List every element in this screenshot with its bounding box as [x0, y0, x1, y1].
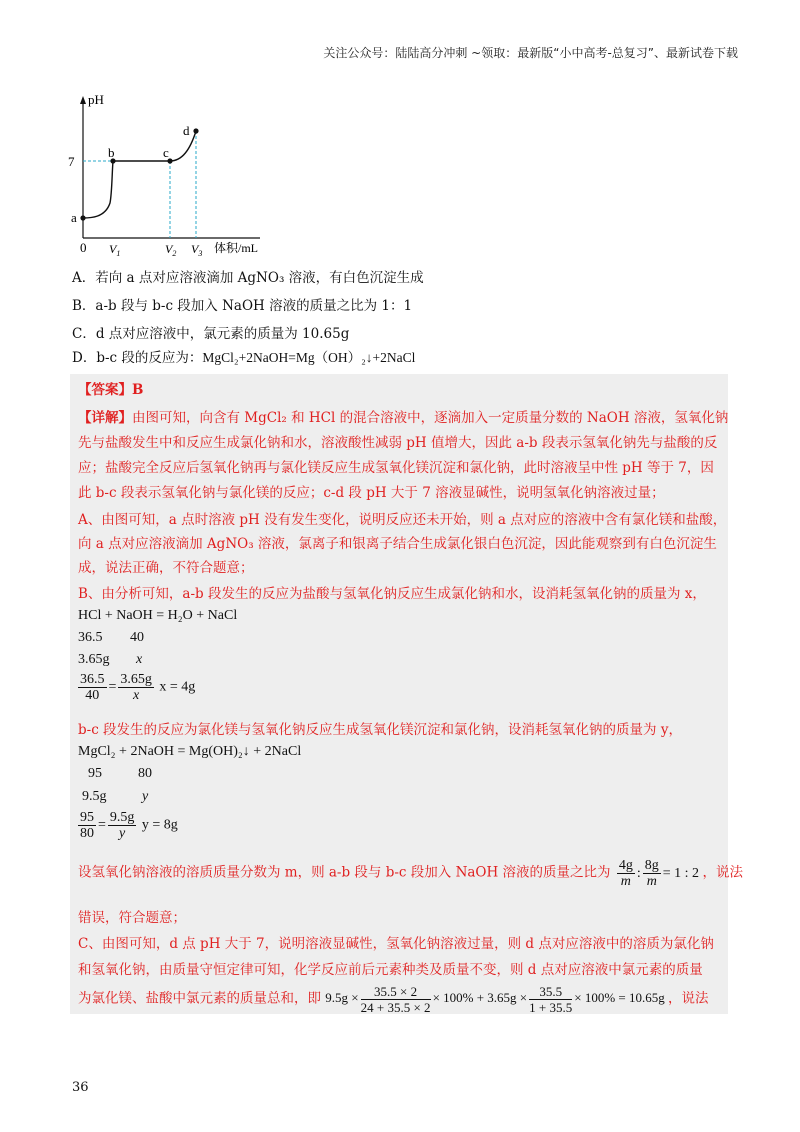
- eq2-equation: MgCl₂ + 2NaOH = Mg(OH)₂↓ + 2NaCl: [78, 744, 302, 759]
- analysis-c-line-2: 和氢氧化钠，由质量守恒定律可知，化学反应前后元素种类及质量不变，则 d 点对应溶液中氯元素的质量: [78, 962, 703, 978]
- option-b: B．a-b 段与 b-c 段加入 NaOH 溶液的质量之比为 1：1: [72, 298, 413, 314]
- eq1-given-mass: 3.65g: [78, 652, 110, 667]
- eq1-frac-right: $\frac{3.65g}{x}$: [120, 672, 152, 703]
- eq2-frac-left: $\frac{95}{80}$: [80, 810, 94, 841]
- analysis-c-line-1: C、由图可知，d 点 pH 大于 7，说明溶液显碱性，氢氧化钠溶液过量，则 d 点对应溶液中的溶质为氯化钠: [78, 936, 714, 952]
- x-axis-label: 体积/mL: [214, 241, 258, 255]
- option-d: [72, 346, 415, 366]
- point-a-label: a: [71, 210, 77, 225]
- analysis-c-line-3: [78, 984, 708, 1015]
- answer-line: [78, 378, 143, 398]
- eq2-proportion: $\frac{95}{80}$ = $\frac{9.5g}{y}$ y = 8g: [80, 810, 178, 841]
- option-d-equation: MgCl₂+2NaOH=Mg（OH）₂↓+2NaCl: [202, 350, 416, 365]
- point-d-label: d: [183, 123, 190, 138]
- eq2-frac-right: $\frac{9.5g}{y}$: [109, 810, 135, 841]
- detail-line-3: 应；盐酸完全反应后氢氧化钠再与氯化镁反应生成氢氧化镁沉淀和氯化钠，此时溶液呈中性 pH 等于 7，因: [78, 460, 714, 476]
- c-calc-text: 为氯化镁、盐酸中氯元素的质量总和，即: [78, 990, 321, 1007]
- option-a: A．若向 a 点对应溶液滴加 AgNO₃ 溶液，有白色沉淀生成: [72, 270, 424, 286]
- x-tick-v1: $V_1$: [109, 242, 121, 258]
- c-calc-tail: ，说法: [667, 990, 709, 1007]
- analysis-a-line-1: A、由图可知，a 点时溶液 pH 没有发生变化，说明反应还未开始，则 a 点对应的溶液中含有氯化镁和盐酸，: [78, 512, 727, 528]
- detail-line-4: 此 b-c 段表示氢氧化钠与氯化镁的反应；c-d 段 pH 大于 7 溶液显碱性，说明氢氧化钠溶液过量；: [78, 485, 665, 501]
- point-b-label: b: [108, 145, 115, 160]
- analysis-b-line-1: B、由分析可知，a-b 段发生的反应为盐酸与氢氧化钠反应生成氯化钠和水，设消耗氢氧化钠的质量为 x，: [78, 586, 706, 602]
- answer-label: 【答案】: [78, 382, 132, 398]
- eq1-mass-36-5: 36.5: [78, 630, 103, 645]
- eq1-proportion: $\frac{36.5}{40}$ = $\frac{3.65g}{x}$ x = 4g: [80, 672, 196, 703]
- detail-line-2: 先与盐酸发生中和反应生成氯化钠和水，溶液酸性减弱 pH 值增大，因此 a-b 段表示氢氧化钠先与盐酸的反: [78, 435, 718, 451]
- eq1-equation: HCl + NaOH = H₂O + NaCl: [78, 608, 238, 623]
- ratio-tail: ，说法: [702, 864, 744, 881]
- page-number: 36: [72, 1080, 89, 1095]
- y-tick-7: 7: [68, 154, 75, 169]
- analysis-a-line-2: 向 a 点对应溶液滴加 AgNO₃ 溶液，氯离子和银离子结合生成氯化银白色沉淀，因此能观察到有白色沉淀生: [78, 536, 717, 552]
- analysis-b-line-2: b-c 段发生的反应为氯化镁与氢氧化钠反应生成氢氧化镁沉淀和氯化钠，设消耗氢氧化钠的质量为 y，: [78, 722, 682, 738]
- detail-line-1: [78, 406, 728, 426]
- ratio-expression: $\frac{4g}{m}$ : $\frac{8g}{m}$ = 1 : 2: [618, 858, 700, 889]
- x-tick-v3: $V_3$: [191, 242, 203, 258]
- origin-label: 0: [80, 240, 87, 255]
- ph-curve: [83, 131, 196, 218]
- option-d-prefix: D．b-c 段的反应为：: [72, 350, 203, 366]
- detail-text-1: 由图可知，向含有 MgCl₂ 和 HCl 的混合溶液中，逐滴加入一定质量分数的 NaOH 溶液，氢氧化钠: [132, 410, 729, 426]
- point-a-marker: [80, 215, 85, 220]
- eq2-given-mass: 9.5g: [82, 789, 107, 804]
- eq2-mass-95: 95: [88, 766, 102, 781]
- point-d-marker: [193, 128, 198, 133]
- detail-label: 【详解】: [78, 410, 132, 426]
- eq1-frac-left: $\frac{36.5}{40}$: [80, 672, 105, 703]
- ratio-text: 设氢氧化钠溶液的溶质质量分数为 m，则 a-b 段与 b-c 段加入 NaOH 溶液的质量之比为: [78, 864, 611, 881]
- y-axis-label: pH: [88, 92, 104, 107]
- eq2-result: y = 8g: [141, 817, 178, 833]
- eq2-unknown: y: [142, 789, 149, 804]
- eq2-mass-80: 80: [138, 766, 152, 781]
- analysis-a-line-3: 成，说法正确，不符合题意；: [78, 560, 254, 576]
- analysis-b-line-4: 错误，符合题意；: [78, 910, 186, 926]
- page-header: 关注公众号：陆陆高分冲刺 ~领取：最新版“小中高考-总复习”、最新试卷下载: [323, 46, 738, 60]
- answer-value: B: [132, 382, 144, 398]
- option-c: C．d 点对应溶液中，氯元素的质量为 10.65g: [72, 326, 350, 342]
- point-c-label: c: [163, 145, 169, 160]
- eq1-unknown: x: [136, 652, 143, 667]
- eq1-mass-40: 40: [130, 630, 144, 645]
- chlorine-mass-calc: 9.5g × $\frac{35.5 \times 2}{24 + 35.5 \times 2}$ × 100% + 3.65g × $\frac{35.5}{1 + 35.5}$ × 100% = 10.65g: [325, 984, 665, 1015]
- analysis-b-line-3: [78, 858, 743, 889]
- y-axis-arrow: [80, 96, 86, 104]
- x-tick-v2: $V_2$: [165, 242, 177, 258]
- ph-graph: [60, 88, 290, 258]
- eq1-result: x = 4g: [159, 679, 196, 695]
